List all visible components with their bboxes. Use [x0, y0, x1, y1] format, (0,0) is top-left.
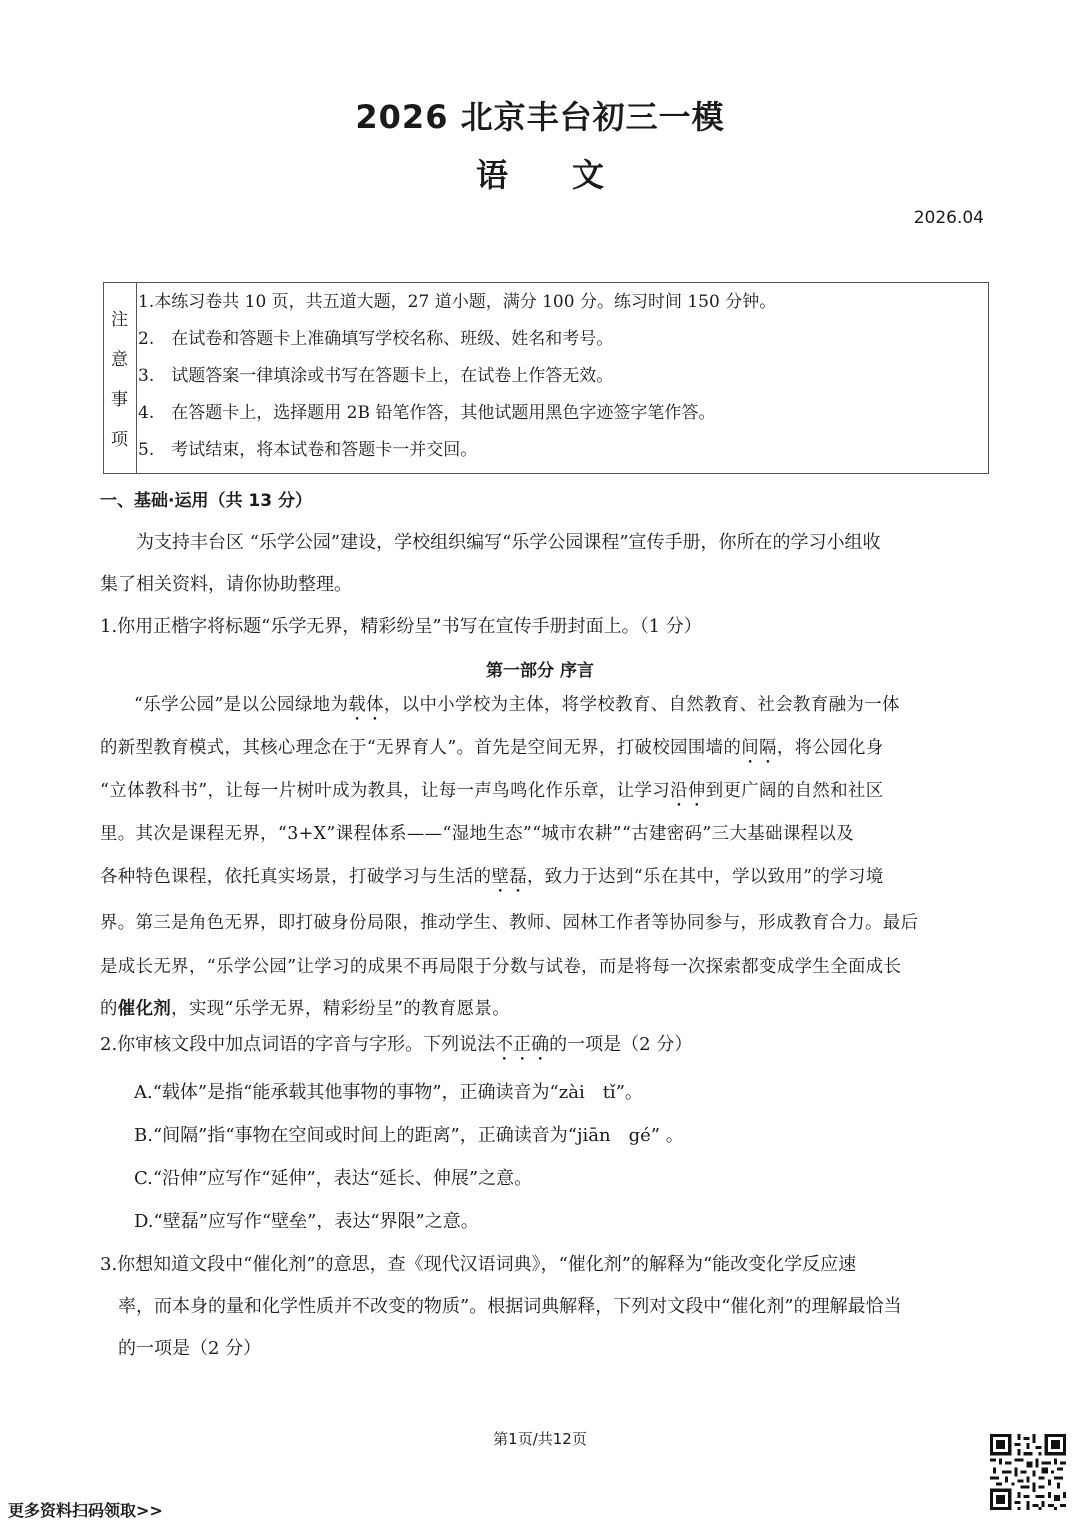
question-3-line: 的一项是（2 分）: [118, 1338, 262, 1359]
page-number: 第1页/共12页: [493, 1430, 587, 1448]
passage-line: 界。第三是角色无界，即打破身份局限，推动学生、教师、园林工作者等协同参与，形成教育合力。最后: [100, 913, 919, 933]
notice-item: 4. 在答题卡上，选择题用 2B 铅笔作答，其他试题用黑色字迹签字笔作答。: [138, 403, 716, 423]
notice-label-char: 事: [111, 390, 128, 410]
notice-label: [104, 283, 137, 473]
dotted-word: 载体: [348, 695, 384, 715]
notice-box: [103, 282, 989, 474]
option-b: B.“间隔”指“事物在空间或时间上的距离”，正确读音为“jiān gé” 。: [134, 1125, 684, 1146]
question-2-stem: 2.你审核文段中加点词语的字音与字形。下列说法不正确的一项是（2 分）: [100, 1034, 693, 1055]
passage-line: 的新型教育模式，其核心理念在于“无界育人”。首先是空间无界，打破校园围墙的间隔，将公园化身: [100, 738, 884, 758]
qr-code-icon[interactable]: [990, 1434, 1066, 1510]
notice-item: 1.本练习卷共 10 页，共五道大题，27 道小题，满分 100 分。练习时间 150 分钟。: [138, 292, 777, 312]
notice-label-char: 注: [111, 310, 128, 330]
passage-line: 各种特色课程，依托真实场景，打破学习与生活的壁磊，致力于达到“乐在其中，学以致用”的学习境: [100, 867, 884, 887]
notice-item: 2. 在试卷和答题卡上准确填写学校名称、班级、姓名和考号。: [138, 329, 614, 349]
option-a: A.“载体”是指“能承载其他事物的事物”，正确读音为“zài tǐ”。: [134, 1082, 643, 1103]
passage-line: 是成长无界，“乐学公园”让学习的成果不再局限于分数与试卷，而是将每一次探索都变成学生全面成长: [100, 957, 902, 977]
passage-line: “立体教科书”，让每一片树叶成为教具，让每一声鸟鸣化作乐章，让学习沿伸到更广阔的自然和社区: [100, 781, 884, 801]
bold-word: 催化剂: [117, 999, 172, 1019]
page-title: 2026 北京丰台初三一模: [355, 98, 725, 136]
section-heading: 一、基础·运用（共 13 分）: [100, 491, 312, 511]
notice-label-char: 意: [111, 350, 128, 370]
option-d: D.“壁磊”应写作“壁垒”，表达“界限”之意。: [134, 1211, 479, 1232]
exam-date: 2026.04: [913, 208, 984, 228]
question-3-line: 率，而本身的量和化学性质并不改变的物质”。根据词典解释，下列对文段中“催化剂”的理解最恰当: [118, 1296, 902, 1317]
dotted-word: 壁磊: [491, 867, 527, 887]
notice-label-char: 项: [111, 430, 128, 450]
more-resources-link[interactable]: 更多资料扫码领取>>: [8, 1501, 163, 1520]
dotted-word: 不正确: [495, 1034, 550, 1055]
subject-title: 语 文: [475, 156, 604, 194]
passage-line: “乐学公园”是以公园绿地为载体，以中小学校为主体，将学校教育、自然教育、社会教育融为一体: [134, 695, 900, 715]
passage-line: 里。其次是课程无界，“3+X”课程体系——“湿地生态”“城市农耕”“古建密码”三大基础课程以及: [100, 824, 855, 844]
question-3-line: 3.你想知道文段中“催化剂”的意思，查《现代汉语词典》，“催化剂”的解释为“能改变化学反应速: [100, 1254, 857, 1275]
notice-item: 5. 考试结束，将本试卷和答题卡一并交回。: [138, 440, 478, 460]
intro-line: 为支持丰台区 “乐学公园”建设，学校组织编写“乐学公园课程”宣传手册，你所在的学习小组收: [136, 532, 881, 553]
notice-item: 3. 试题答案一律填涂或书写在答题卡上，在试卷上作答无效。: [138, 366, 614, 386]
dotted-word: 沿伸: [670, 781, 706, 801]
passage-line: 的催化剂，实现“乐学无界，精彩纷呈”的教育愿景。: [100, 999, 510, 1019]
question-1: 1.你用正楷字将标题“乐学无界，精彩纷呈”书写在宣传手册封面上。（1 分）: [100, 616, 702, 637]
part-heading: 第一部分 序言: [486, 661, 594, 681]
intro-line: 集了相关资料，请你协助整理。: [100, 574, 352, 595]
option-c: C.“沿伸”应写作“延伸”，表达“延长、伸展”之意。: [134, 1168, 533, 1189]
dotted-word: 间隔: [741, 738, 777, 758]
